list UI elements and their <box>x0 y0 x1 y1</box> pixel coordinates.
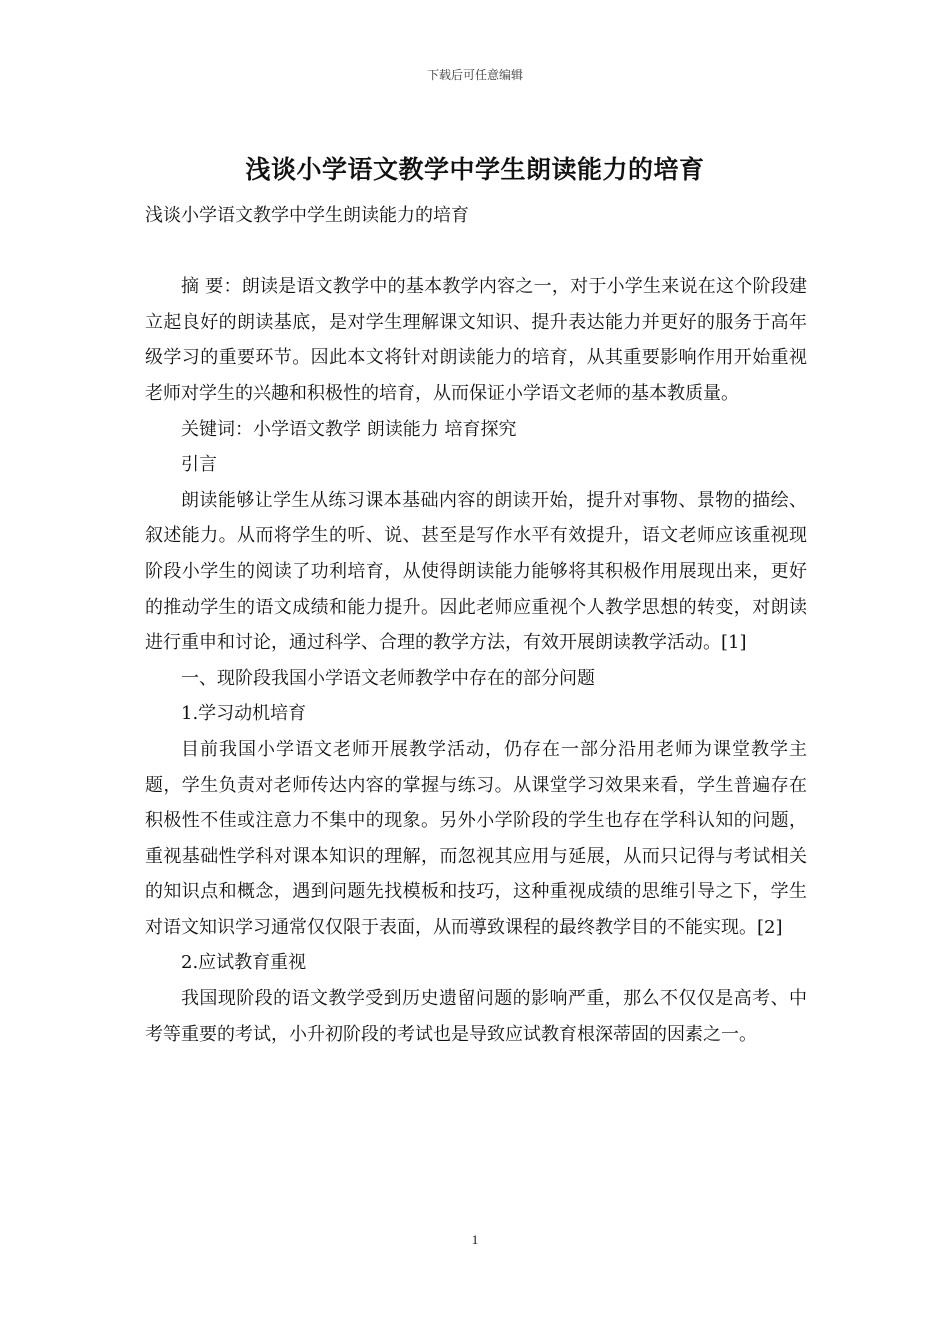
section-heading-1: 一、现阶段我国小学语文老师教学中存在的部分问题 <box>181 667 595 689</box>
keywords-paragraph: 关键词：小学语文教学 朗读能力 培育探究 <box>181 418 517 440</box>
body-paragraph: 我国现阶段的语文教学受到历史遗留问题的影响严重，那么不仅仅是高考、中考等重要的考试，小升初阶段的考试也是导致应试教育根深蒂固的因素之一。 <box>145 988 807 1045</box>
header-note: 下载后可任意编辑 <box>426 68 523 82</box>
document-subtitle: 浅谈小学语文教学中学生朗读能力的培育 <box>145 205 469 226</box>
document-body <box>145 198 807 1052</box>
blank-line <box>145 234 807 270</box>
body-paragraph: 目前我国小学语文老师开展教学活动，仍存在一部分沿用老师为课堂教学主题，学生负责对老师传达内容的掌握与练习。从课堂学习效果来看，学生普遍存在积极性不佳或注意力不集中的现象。另外小学阶段的学生也存在学科认知的问题，重视基础性学科对课本知识的理解，而忽视其应用与延展，从而只记得与考试相关的知识点和概念，遇到问题先找模板和技巧，这种重视成绩的思维引导之下，学生对语文知识学习通常仅仅限于表面，从而導致课程的最终教学目的不能实现。[2] <box>145 738 807 938</box>
document-title: 浅谈小学语文教学中学生朗读能力的培育 <box>245 155 705 184</box>
abstract-paragraph: 摘 要：朗读是语文教学中的基本教学内容之一，对于小学生来说在这个阶段建立起良好的朗读基底，是对学生理解课文知识、提升表达能力并更好的服务于高年级学习的重要环节。因此本文将针对朗读能力的培育，从其重要影响作用开始重视老师对学生的兴趣和积极性的培育，从而保证小学语文老师的基本教质量。 <box>145 276 807 404</box>
section-heading-intro: 引言 <box>181 454 217 476</box>
subsection-heading-1-1: 1.学习动机培育 <box>181 703 307 725</box>
page-number: 1 <box>471 1232 479 1247</box>
intro-paragraph: 朗读能够让学生从练习课本基础内容的朗读开始，提升对事物、景物的描绘、叙述能力。从而将学生的听、说、甚至是写作水平有效提升，语文老师应该重视现阶段小学生的阅读了功利培育，从使得朗读能力能够将其积极作用展现出来，更好的推动学生的语文成绩和能力提升。因此老师应重视个人教学思想的转变，对朗读进行重申和讨论，通过科学、合理的教学方法，有效开展朗读教学活动。[1] <box>145 489 807 654</box>
subsection-heading-1-2: 2.应试教育重视 <box>181 952 307 974</box>
